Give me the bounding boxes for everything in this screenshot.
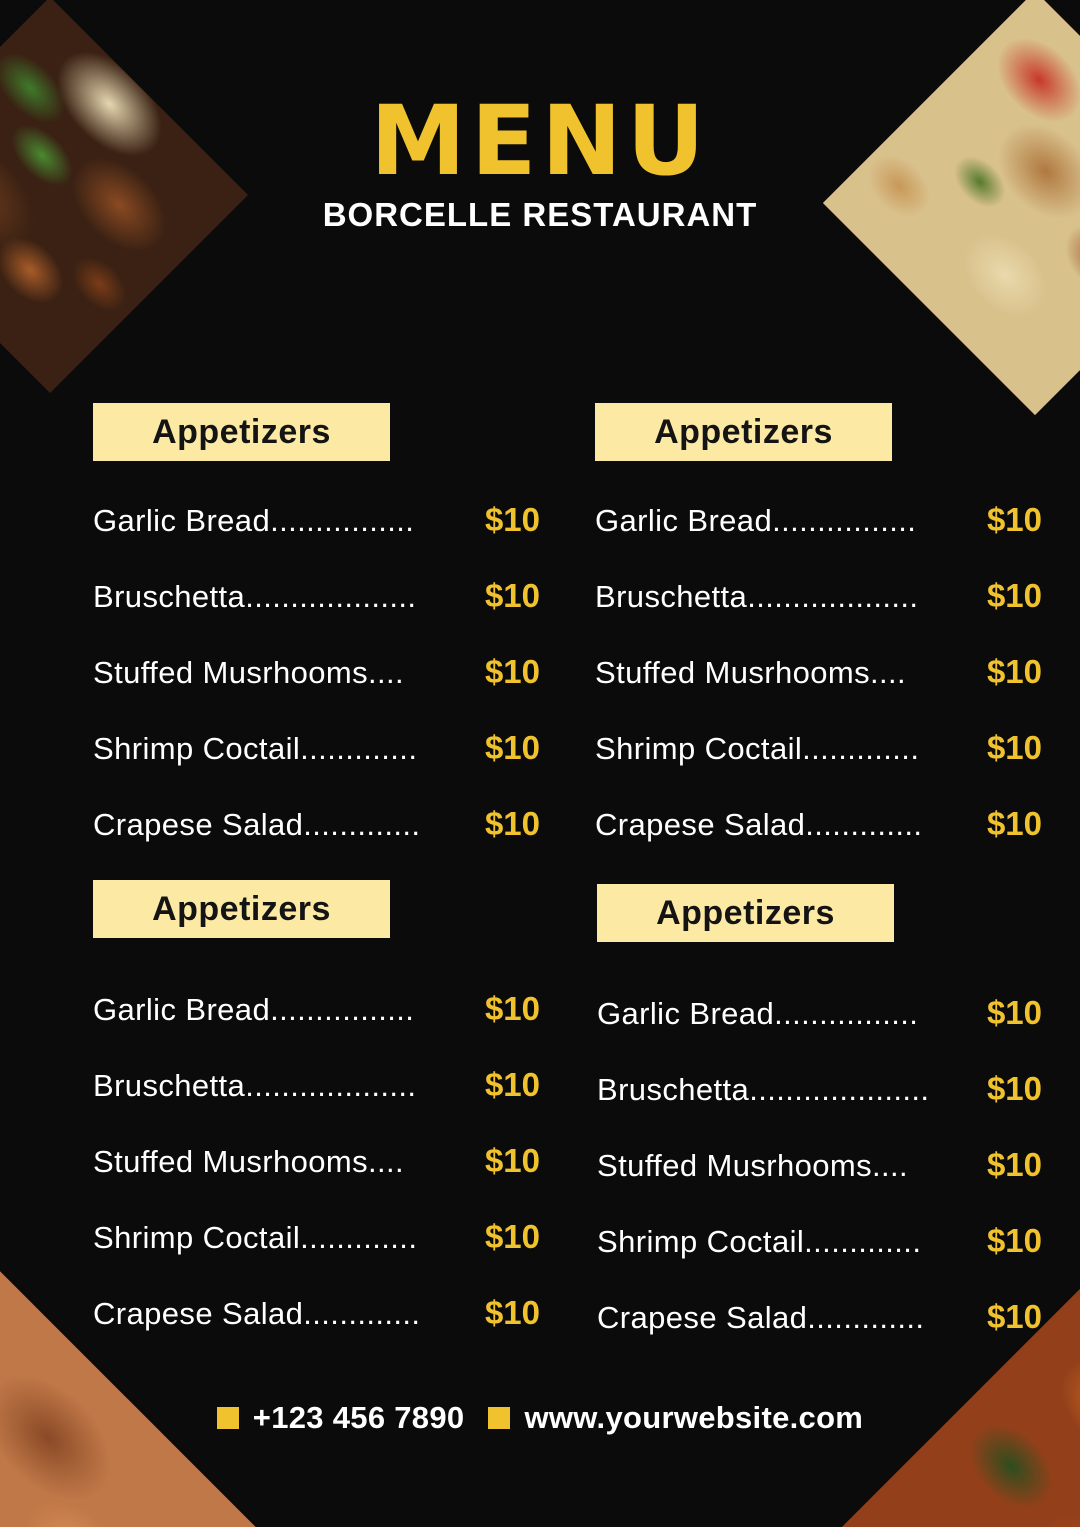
menu-item-row (595, 729, 1042, 773)
item-price: $10 (986, 1070, 1042, 1107)
menu-item-row (595, 577, 1042, 621)
menu-item-row (597, 1070, 1042, 1114)
appetizers-section-bottom-right (597, 884, 1042, 1374)
menu-item-row (597, 1146, 1042, 1190)
page-title: MENU (370, 85, 710, 197)
menu-item-row (93, 1218, 540, 1262)
website-bullet-icon (488, 1407, 510, 1429)
item-name: Garlic Bread................ (93, 992, 415, 1027)
phone-number: +123 456 7890 (252, 1400, 465, 1435)
item-price: $10 (986, 805, 1042, 842)
menu-item-row (595, 501, 1042, 545)
item-price: $10 (986, 1222, 1042, 1259)
item-price: $10 (986, 653, 1042, 690)
item-price: $10 (986, 501, 1042, 538)
menu-item-row (93, 1294, 540, 1338)
restaurant-name: BORCELLE RESTAURANT (322, 195, 758, 233)
section-header-label: Appetizers (152, 412, 331, 451)
appetizers-section-top-right (595, 403, 1042, 881)
item-name: Garlic Bread................ (597, 996, 919, 1031)
appetizers-section-bottom-left (93, 880, 540, 1370)
phone-bullet-icon (217, 1407, 239, 1429)
item-name: Crapese Salad............. (93, 1296, 421, 1331)
item-price: $10 (986, 1298, 1042, 1335)
item-price: $10 (484, 1294, 540, 1331)
item-name: Stuffed Musrhooms.... (597, 1148, 909, 1183)
item-price: $10 (484, 805, 540, 842)
website-url: www.yourwebsite.com (524, 1400, 864, 1435)
item-name: Garlic Bread................ (93, 503, 415, 538)
item-price: $10 (484, 653, 540, 690)
item-price: $10 (484, 501, 540, 538)
menu-item-row (93, 1142, 540, 1186)
item-name: Crapese Salad............. (595, 807, 923, 842)
item-name: Shrimp Coctail............. (597, 1224, 922, 1259)
item-name: Stuffed Musrhooms.... (93, 655, 405, 690)
section-header-label: Appetizers (654, 412, 833, 451)
item-name: Bruschetta.................... (597, 1072, 930, 1107)
item-name: Shrimp Coctail............. (93, 731, 418, 766)
section-header (93, 880, 390, 938)
section-header (595, 403, 892, 461)
menu-item-row (93, 653, 540, 697)
menu-item-row (93, 1066, 540, 1110)
item-name: Stuffed Musrhooms.... (595, 655, 907, 690)
item-price: $10 (986, 1146, 1042, 1183)
section-header (93, 403, 390, 461)
item-name: Shrimp Coctail............. (93, 1220, 418, 1255)
item-name: Bruschetta................... (93, 1068, 417, 1103)
item-price: $10 (484, 990, 540, 1027)
contact-footer (0, 1396, 1080, 1440)
item-name: Bruschetta................... (595, 579, 919, 614)
menu-item-row (597, 994, 1042, 1038)
item-price: $10 (484, 577, 540, 614)
menu-item-row (93, 990, 540, 1034)
section-header-label: Appetizers (152, 889, 331, 928)
menu-item-row (93, 729, 540, 773)
item-price: $10 (986, 994, 1042, 1031)
item-price: $10 (484, 1066, 540, 1103)
item-name: Crapese Salad............. (93, 807, 421, 842)
menu-item-row (93, 501, 540, 545)
item-name: Crapese Salad............. (597, 1300, 925, 1335)
section-header (597, 884, 894, 942)
item-name: Bruschetta................... (93, 579, 417, 614)
menu-item-row (93, 577, 540, 621)
item-price: $10 (484, 729, 540, 766)
item-price: $10 (484, 1218, 540, 1255)
item-name: Stuffed Musrhooms.... (93, 1144, 405, 1179)
item-name: Garlic Bread................ (595, 503, 917, 538)
title-block (0, 0, 1080, 234)
section-header-label: Appetizers (656, 893, 835, 932)
menu-item-row (597, 1222, 1042, 1266)
item-name: Shrimp Coctail............. (595, 731, 920, 766)
menu-item-row (595, 805, 1042, 849)
item-price: $10 (986, 729, 1042, 766)
item-price: $10 (484, 1142, 540, 1179)
menu-item-row (93, 805, 540, 849)
menu-item-row (597, 1298, 1042, 1342)
appetizers-section-top-left (93, 403, 540, 881)
item-price: $10 (986, 577, 1042, 614)
menu-item-row (595, 653, 1042, 697)
